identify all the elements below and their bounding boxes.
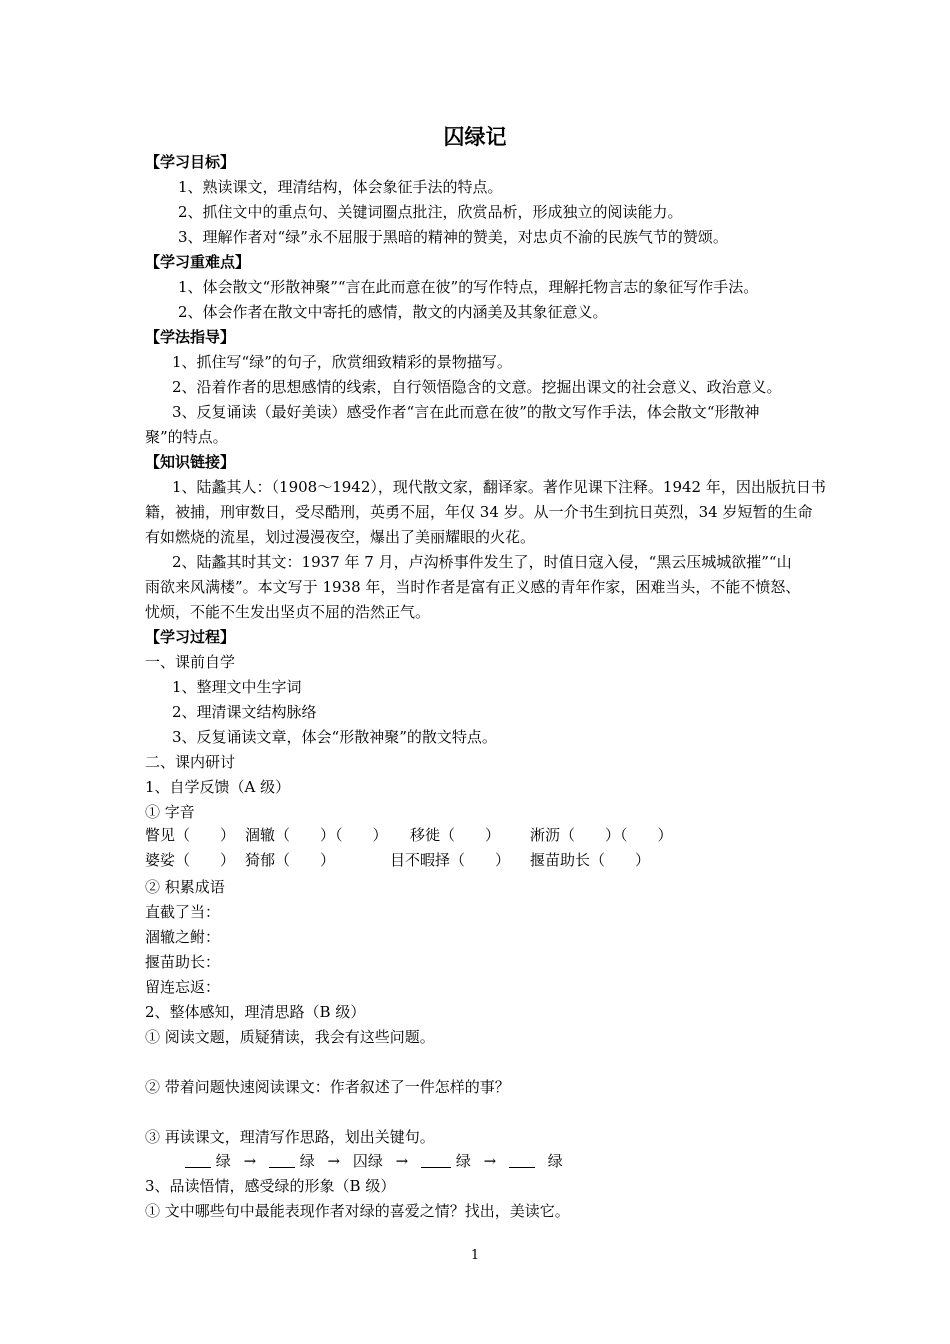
section-heading-goals: 【学习目标】 (145, 153, 236, 171)
knowledge-paragraph-1: 有如燃烧的流星，划过漫漫夜空，爆出了美丽耀眼的火花。 (145, 528, 536, 546)
self-study-title: 1、自学反馈（A 级） (145, 778, 291, 796)
overall-perception-title: 2、整体感知，理清思路（B 级） (145, 1003, 366, 1021)
pron-item: 婆娑（ ） (145, 851, 236, 869)
part1-item: 2、理清课文结构脉络 (172, 703, 317, 721)
goal-item: 1、熟读课文，理清结构，体会象征手法的特点。 (178, 178, 503, 196)
goal-item: 3、理解作者对“绿”永不屈服于黑暗的精神的赞美，对忠贞不渝的民族气节的赞颂。 (178, 228, 728, 246)
pron-item: 涸辙（ ）（ ） (245, 826, 388, 844)
key-point-item: 1、体会散文“形散神聚”“言在此而意在彼”的写作特点，理解托物言志的象征写作手法。 (178, 278, 759, 296)
flow-word: 绿 (455, 1152, 471, 1170)
pron-item: 猗郁（ ） (245, 851, 336, 869)
pron-item: 瞥见（ ） (145, 826, 236, 844)
method-item: 2、沿着作者的思想感情的线索，自行领悟隐含的文意。挖掘出课文的社会意义、政治意义。 (172, 378, 782, 396)
idioms-subtitle: ② 积累成语 (145, 878, 225, 896)
pron-item: 移徙（ ） (410, 826, 501, 844)
idiom-item: 涸辙之鲋： (145, 928, 221, 946)
fill-blank[interactable] (421, 1153, 451, 1168)
arrow: → (483, 1152, 497, 1170)
fill-blank[interactable] (509, 1153, 535, 1168)
section-heading-method: 【学法指导】 (145, 328, 236, 346)
method-item-continued: 聚”的特点。 (145, 428, 228, 446)
goal-item: 2、抓住文中的重点句、关键词圈点批注，欣赏品析，形成独立的阅读能力。 (178, 203, 683, 221)
page-number: 1 (470, 1248, 480, 1263)
key-point-item: 2、体会作者在散文中寄托的感情，散文的内涵美及其象征意义。 (178, 303, 608, 321)
question: ② 带着问题快速阅读课文：作者叙述了一件怎样的事？ (145, 1078, 510, 1096)
pron-item: 揠苗助长（ ） (530, 851, 651, 869)
part2-title: 二、课内研讨 (145, 753, 236, 771)
section-heading-process: 【学习过程】 (145, 628, 236, 646)
idiom-item: 揠苗助长： (145, 953, 221, 971)
structure-flow (185, 1151, 563, 1171)
idiom-item: 直截了当： (145, 903, 221, 921)
fill-blank[interactable] (185, 1153, 211, 1168)
question: ① 文中哪些句中最能表现作者对绿的喜爱之情？找出，美读它。 (145, 1202, 570, 1220)
knowledge-paragraph-2: 2、陆蠡其时其文：1937 年 7 月，卢沟桥事件发生了，时值日寇入侵，“黑云压城城欲摧”“山 (172, 553, 792, 571)
question: ① 阅读文题，质疑猜读，我会有这些问题。 (145, 1028, 435, 1046)
knowledge-paragraph-2: 雨欲来风满楼”。本文写于 1938 年，当时作者是富有正义感的青年作家，困难当头，不能不愤怒、 (145, 578, 801, 596)
knowledge-paragraph-2: 忧烦，不能不生发出坚贞不屈的浩然正气。 (145, 603, 431, 621)
pronunciation-subtitle: ① 字音 (145, 803, 195, 821)
method-item: 1、抓住写“绿”的句子，欣赏细致精彩的景物描写。 (172, 353, 512, 371)
section-heading-knowledge: 【知识链接】 (145, 453, 236, 471)
flow-word: 绿 (299, 1152, 315, 1170)
fill-blank[interactable] (269, 1153, 295, 1168)
arrow: → (395, 1152, 409, 1170)
arrow: → (327, 1152, 341, 1170)
part1-item: 1、整理文中生字词 (172, 678, 302, 696)
method-item: 3、反复诵读（最好美读）感受作者“言在此而意在彼”的散文写作手法，体会散文“形散神 (172, 403, 760, 421)
flow-word: 绿 (547, 1152, 563, 1170)
arrow: → (243, 1152, 257, 1170)
pron-item: 淅沥（ ）（ ） (530, 826, 673, 844)
pron-item: 目不暇择（ ） (390, 851, 511, 869)
part1-item: 3、反复诵读文章，体会“形散神聚”的散文特点。 (172, 728, 497, 746)
knowledge-paragraph-1: 籍，被捕，刑审数日，受尽酷刑，英勇不屈，年仅 34 岁。从一介书生到抗日英烈，34 岁短暂的生命 (145, 503, 813, 521)
appreciation-title: 3、品读悟情，感受绿的形象（B 级） (145, 1177, 396, 1195)
flow-word: 囚绿 (352, 1152, 383, 1170)
knowledge-paragraph-1: 1、陆蠡其人：（1908～1942），现代散文家，翻译家。著作见课下注释。1942 年，因出版抗日书 (172, 478, 826, 496)
question: ③ 再读课文，理清写作思路，划出关键句。 (145, 1128, 435, 1146)
idiom-item: 留连忘返： (145, 978, 221, 996)
page-title: 囚绿记 (443, 124, 507, 149)
section-heading-key-points: 【学习重难点】 (145, 253, 251, 271)
part1-title: 一、课前自学 (145, 653, 236, 671)
flow-word: 绿 (215, 1152, 231, 1170)
